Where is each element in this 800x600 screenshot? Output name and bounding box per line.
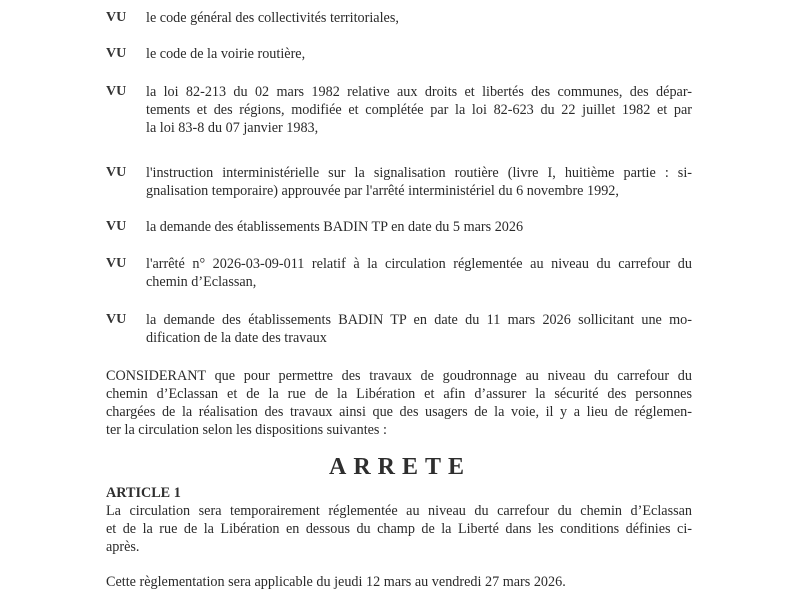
considerant-line-1: CONSIDERANT que pour permettre des travaux de goudronnage au niveau du carrefour du <box>106 368 692 384</box>
considerant-line-4: ter la circulation selon les dispositions suivantes : <box>106 422 387 438</box>
vu-item-4-line-1: l'instruction interministérielle sur la signalisation routière (livre I, huitième partie : si- <box>146 165 692 181</box>
vu-item-3-line-2: tements et des régions, modifiée et complétée par la loi 82-623 du 22 juillet 1982 et par <box>146 102 692 118</box>
considerant-line-3: chargées de la réalisation des travaux ainsi que des usagers de la voie, il y a lieu de réglemen- <box>106 404 692 420</box>
arrete-title: ARRETE <box>328 454 472 480</box>
vu-label: VU <box>106 165 127 180</box>
vu-label: VU <box>106 84 127 99</box>
vu-item-3-line-3: la loi 83-8 du 07 janvier 1983, <box>146 120 319 136</box>
vu-item-1-line-1: le code général des collectivités territoriales, <box>146 10 399 26</box>
considerant-line-2: chemin d’Eclassan et de la rue de la Libération et afin d’assurer la sécurité des personnes <box>106 386 692 402</box>
vu-item-5-line-1: la demande des établissements BADIN TP en date du 5 mars 2026 <box>146 219 524 235</box>
vu-item-3-line-1: la loi 82-213 du 02 mars 1982 relative aux droits et libertés des communes, des dépar- <box>146 84 692 100</box>
vu-item-6-line-1: l'arrêté n° 2026-03-09-011 relatif à la circulation réglementée au niveau du carrefour du <box>146 256 692 272</box>
vu-label: VU <box>106 46 127 61</box>
vu-item-2-line-1: le code de la voirie routière, <box>146 46 306 62</box>
vu-item-4-line-2: gnalisation temporaire) approuvée par l'arrêté interministériel du 6 novembre 1992, <box>146 183 619 199</box>
article-1-p1-line-3: après. <box>106 539 140 555</box>
vu-item-7-line-2: dification de la date des travaux <box>146 330 327 346</box>
vu-label: VU <box>106 10 127 25</box>
article-1-p1-line-2: et de la rue de la Libération en dessous du champ de la Liberté dans les conditions définies ci- <box>106 521 692 537</box>
article-1-p2: Cette règlementation sera applicable du jeudi 12 mars au vendredi 27 mars 2026. <box>106 574 566 590</box>
vu-label: VU <box>106 256 127 271</box>
vu-label: VU <box>106 219 127 234</box>
article-1-p1-line-1: La circulation sera temporairement réglementée au niveau du carrefour du chemin d’Eclassan <box>106 503 692 519</box>
vu-item-7-line-1: la demande des établissements BADIN TP en date du 11 mars 2026 sollicitant une mo- <box>146 312 692 328</box>
vu-item-6-line-2: chemin d’Eclassan, <box>146 274 257 290</box>
vu-label: VU <box>106 312 127 327</box>
article-1-heading: ARTICLE 1 <box>106 485 181 501</box>
